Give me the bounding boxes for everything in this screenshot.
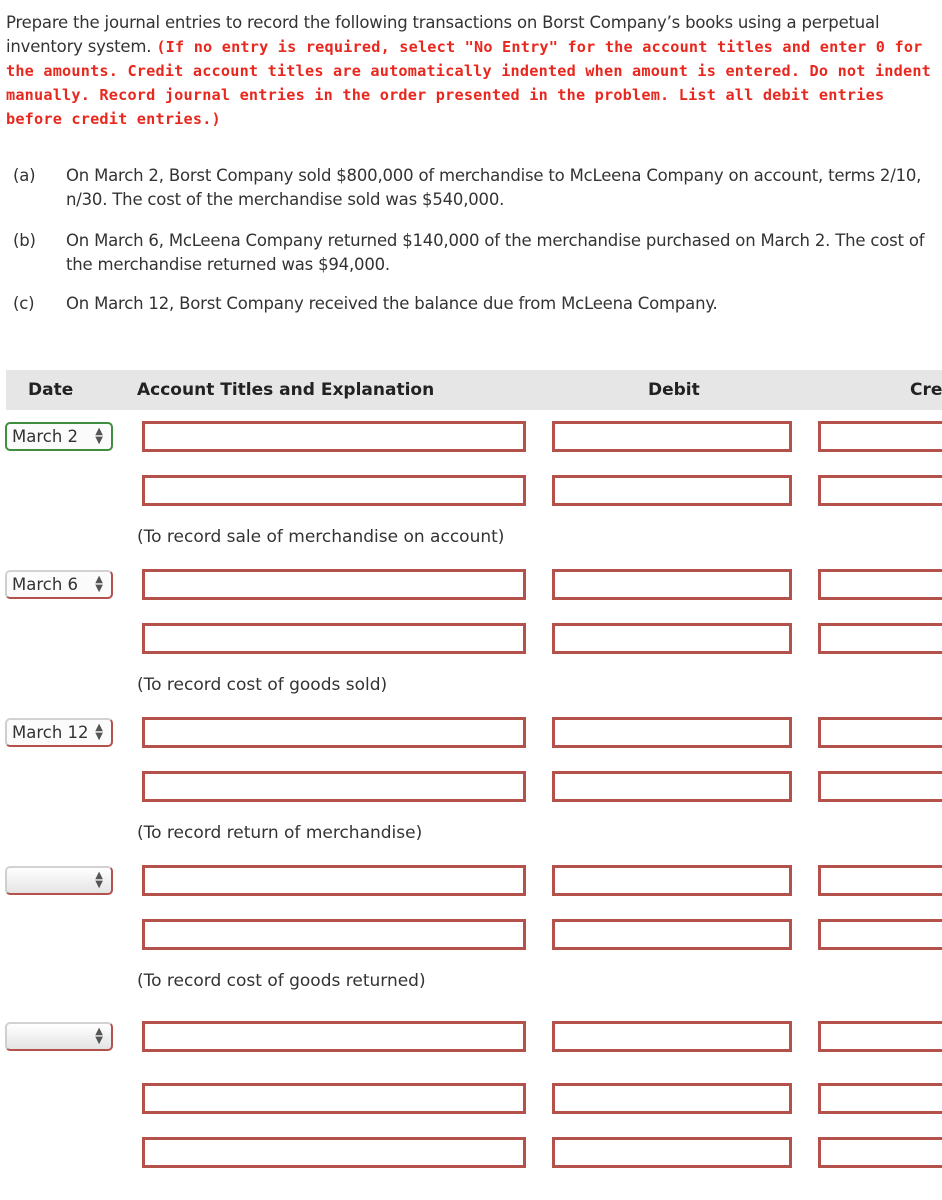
debit-input[interactable] bbox=[552, 717, 792, 748]
debit-input[interactable] bbox=[552, 771, 792, 802]
credit-input[interactable] bbox=[818, 919, 942, 950]
credit-input[interactable] bbox=[818, 569, 942, 600]
account-title-input[interactable] bbox=[142, 1083, 526, 1114]
debit-input[interactable] bbox=[552, 475, 792, 506]
date-select[interactable] bbox=[5, 570, 113, 599]
debit-input[interactable] bbox=[552, 865, 792, 896]
debit-input[interactable] bbox=[552, 623, 792, 654]
date-select[interactable] bbox=[5, 866, 113, 895]
problem-label: (a) bbox=[13, 166, 36, 185]
credit-input[interactable] bbox=[818, 623, 942, 654]
problem-text: On March 2, Borst Company sold $800,000 of merchandise to McLeena Company on account, terms 2/10, n/30. The cost of the merchandise sold was $540,000. bbox=[66, 166, 922, 209]
problem-label: (c) bbox=[13, 294, 35, 313]
debit-input[interactable] bbox=[552, 421, 792, 452]
journal-table-header bbox=[6, 370, 942, 410]
credit-input[interactable] bbox=[818, 421, 942, 452]
account-title-input[interactable] bbox=[142, 421, 526, 452]
account-title-input[interactable] bbox=[142, 919, 526, 950]
credit-input[interactable] bbox=[818, 475, 942, 506]
date-select[interactable] bbox=[5, 422, 113, 451]
credit-input[interactable] bbox=[818, 1137, 942, 1168]
entry-explanation: (To record return of merchandise) bbox=[137, 823, 423, 843]
problem-text: On March 12, Borst Company received the balance due from McLeena Company. bbox=[66, 294, 718, 313]
entry-explanation: (To record sale of merchandise on account) bbox=[137, 527, 505, 547]
up-down-arrow-icon: ▲ ▼ bbox=[95, 722, 103, 742]
instructions-lead: Prepare the journal entries to record the following transactions on Borst Company’s books using a perpetual inventory system. bbox=[6, 13, 880, 56]
up-down-arrow-icon: ▲ ▼ bbox=[95, 426, 103, 446]
account-title-input[interactable] bbox=[142, 1021, 526, 1052]
account-title-input[interactable] bbox=[142, 475, 526, 506]
debit-input[interactable] bbox=[552, 1137, 792, 1168]
account-title-input[interactable] bbox=[142, 569, 526, 600]
debit-input[interactable] bbox=[552, 1083, 792, 1114]
credit-input[interactable] bbox=[818, 717, 942, 748]
account-title-input[interactable] bbox=[142, 717, 526, 748]
credit-input[interactable] bbox=[818, 1021, 942, 1052]
credit-input[interactable] bbox=[818, 865, 942, 896]
credit-column-header: Cre bbox=[910, 380, 942, 400]
credit-input[interactable] bbox=[818, 771, 942, 802]
date-select-value: March 6 bbox=[12, 575, 79, 594]
entry-explanation: (To record cost of goods returned) bbox=[137, 971, 426, 991]
account-title-input[interactable] bbox=[142, 865, 526, 896]
up-down-arrow-icon: ▲ ▼ bbox=[95, 1026, 103, 1046]
debit-column-header: Debit bbox=[648, 380, 700, 400]
account-title-input[interactable] bbox=[142, 623, 526, 654]
credit-input[interactable] bbox=[818, 1083, 942, 1114]
date-column-header: Date bbox=[28, 380, 74, 400]
debit-input[interactable] bbox=[552, 1021, 792, 1052]
entry-explanation: (To record cost of goods sold) bbox=[137, 675, 388, 695]
instructions-note: (If no entry is required, select "No Entry" for the account titles and enter 0 for the amounts. Credit account titles are automatically indented when amount is entered. Do not indent manually. Record journal entries in the order presented in the problem. List all debit entries before credit entries.) bbox=[6, 38, 932, 128]
problem-text: On March 6, McLeena Company returned $140,000 of the merchandise purchased on March 2. The cost of the merchandise returned was $94,000. bbox=[66, 231, 925, 274]
up-down-arrow-icon: ▲ ▼ bbox=[95, 574, 103, 594]
account-title-input[interactable] bbox=[142, 771, 526, 802]
date-select-value: March 2 bbox=[12, 427, 79, 446]
date-select-value: March 12 bbox=[12, 723, 89, 742]
account-title-input[interactable] bbox=[142, 1137, 526, 1168]
date-select[interactable] bbox=[5, 1022, 113, 1051]
debit-input[interactable] bbox=[552, 569, 792, 600]
up-down-arrow-icon: ▲ ▼ bbox=[95, 870, 103, 890]
instructions bbox=[6, 11, 936, 131]
problem-label: (b) bbox=[13, 231, 36, 250]
account-column-header: Account Titles and Explanation bbox=[137, 380, 435, 400]
date-select[interactable] bbox=[5, 718, 113, 747]
debit-input[interactable] bbox=[552, 919, 792, 950]
